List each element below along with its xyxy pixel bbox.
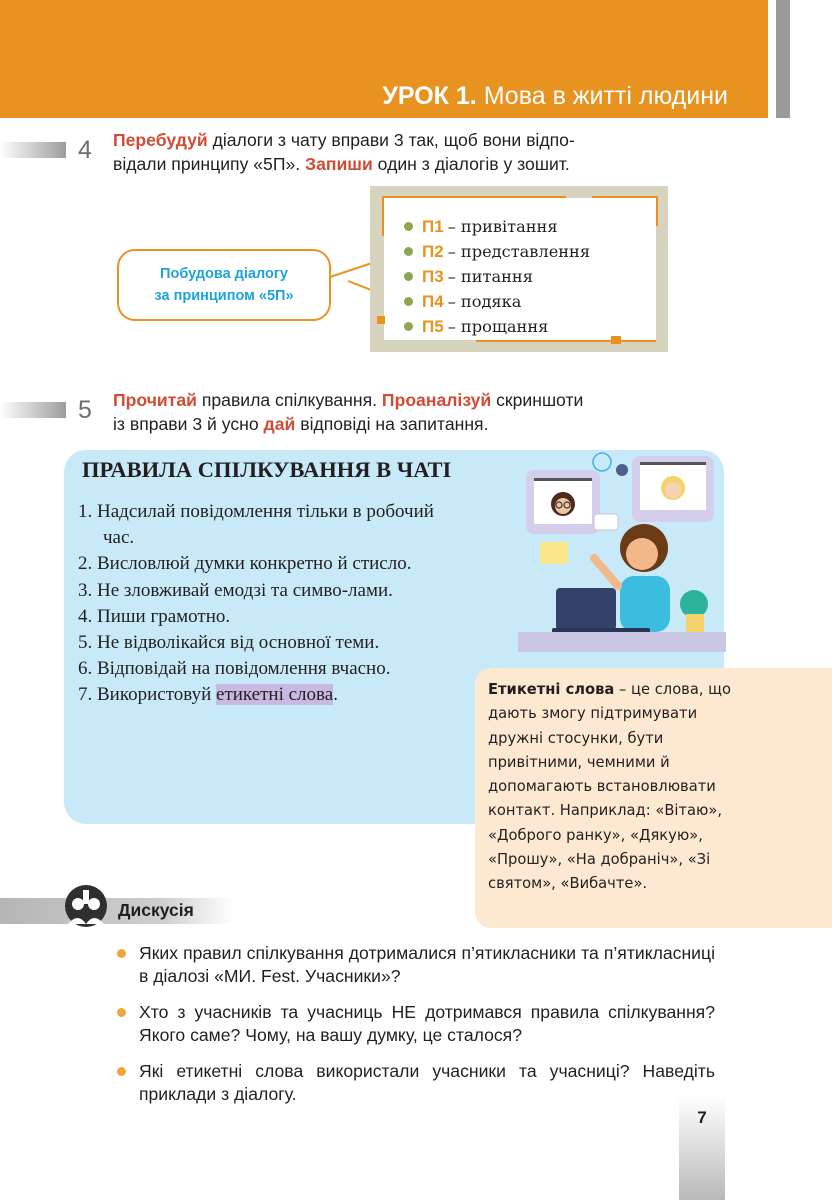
board-accent-line bbox=[476, 340, 656, 342]
discussion-people-icon bbox=[64, 884, 108, 932]
verb: Запиши bbox=[305, 154, 373, 174]
exercise-4-line-2 bbox=[113, 152, 683, 176]
header-stripe bbox=[776, 0, 790, 118]
verb: Проаналізуй bbox=[381, 390, 492, 410]
exercise-5-text bbox=[113, 388, 683, 436]
fivep-code: П3 bbox=[422, 266, 444, 286]
chat-rules-list bbox=[78, 499, 468, 709]
lesson-label: УРОК 1. bbox=[382, 82, 477, 110]
fivep-code: П5 bbox=[422, 316, 444, 336]
rule-text: 7. Використовуй bbox=[78, 684, 217, 706]
verb: Прочитай bbox=[113, 390, 197, 410]
fivep-item bbox=[404, 289, 590, 314]
bullet-icon bbox=[404, 222, 413, 231]
exercise-4-text bbox=[113, 128, 683, 176]
chat-illustration bbox=[506, 452, 726, 652]
plant-icon bbox=[680, 590, 708, 632]
text: відали принципу «5П». bbox=[113, 154, 306, 174]
page-number: 7 bbox=[697, 1108, 707, 1127]
fivep-text: – представлення bbox=[447, 242, 591, 261]
chat-bubble-icon bbox=[593, 453, 611, 471]
fivep-label-line-1: Побудова діалогу bbox=[160, 266, 288, 282]
fivep-text: – привітання bbox=[447, 217, 558, 236]
board-accent-line bbox=[377, 316, 385, 324]
rule-item bbox=[78, 682, 468, 708]
verb: Перебудуй bbox=[113, 130, 208, 150]
fivep-code: П1 bbox=[422, 216, 444, 236]
board-accent-line bbox=[592, 196, 658, 198]
text: із вправи 3 й усно bbox=[113, 414, 264, 434]
board-accent-line bbox=[611, 336, 621, 344]
rule-item: 5. Не відволікайся від основної теми. bbox=[78, 632, 380, 654]
discussion-bar bbox=[0, 898, 234, 924]
exercise-4-number: 4 bbox=[78, 136, 92, 164]
bullet-icon bbox=[404, 247, 413, 256]
chat-rules-title: ПРАВИЛА СПІЛКУВАННЯ В ЧАТІ bbox=[82, 457, 452, 482]
text: скриншоти bbox=[491, 390, 584, 410]
desk bbox=[518, 632, 726, 652]
chat-bubble-icon bbox=[616, 464, 628, 476]
lesson-heading bbox=[382, 82, 728, 111]
bullet-icon bbox=[404, 322, 413, 331]
text: діалоги з чату вправи 3 так, щоб вони відпо- bbox=[207, 130, 575, 150]
board-accent-line bbox=[382, 196, 566, 198]
fivep-item bbox=[404, 239, 590, 264]
fivep-list bbox=[404, 214, 590, 339]
rule-item: 2. Висловлюй думки конкретно й стисло. bbox=[78, 553, 412, 575]
fivep-label-line-2: за принципом «5П» bbox=[154, 288, 294, 304]
bullet-icon bbox=[404, 297, 413, 306]
fivep-item bbox=[404, 314, 590, 339]
lesson-title: Мова в житті людини bbox=[483, 82, 728, 110]
text: один з діалогів у зошит. bbox=[372, 154, 570, 174]
video-call-window-right bbox=[632, 456, 714, 522]
etiquette-term: Етикетні слова bbox=[488, 681, 615, 698]
fivep-item bbox=[404, 214, 590, 239]
etiquette-words-highlight: етикетні слова bbox=[216, 684, 334, 706]
fivep-item bbox=[404, 264, 590, 289]
discussion-question: Яких правил спілкування дотрималися п’ятикласники та п’ятикласниці в діалозі «МИ. Fest. Учасники»? bbox=[139, 943, 715, 986]
text: правила спілкування. bbox=[196, 390, 382, 410]
fivep-text: – питання bbox=[447, 267, 533, 286]
board-accent-line bbox=[656, 196, 658, 226]
rule-item: 4. Пиши грамотно. bbox=[78, 605, 231, 627]
rule-item: 1. Надсилай повідомлення тільки в робочий час. bbox=[78, 501, 434, 549]
exercise-5-line-2 bbox=[113, 412, 683, 436]
exercise-5-number: 5 bbox=[78, 396, 92, 424]
board-accent-line bbox=[382, 196, 384, 236]
message-icon bbox=[540, 542, 568, 564]
fivep-code: П2 bbox=[422, 241, 444, 261]
message-icon bbox=[594, 514, 618, 530]
exercise-5-bar bbox=[0, 402, 66, 418]
discussion-question: Які етикетні слова використали учасники та учасниці? Наведіть приклади з діалогу. bbox=[139, 1061, 715, 1104]
etiquette-note-text bbox=[488, 678, 750, 897]
exercise-4-line-1 bbox=[113, 128, 683, 152]
exercise-5-line-1 bbox=[113, 388, 683, 412]
rule-item: 3. Не зловживай емодзі та симво-лами. bbox=[78, 579, 393, 601]
discussion-question: Хто з учасників та учасниць НЕ дотримався правила спілкування? Якого саме? Чому, на вашу думку, це сталося? bbox=[139, 1002, 715, 1045]
bullet-icon bbox=[404, 272, 413, 281]
video-call-window-left bbox=[526, 470, 600, 534]
fivep-label-bubble bbox=[117, 249, 331, 321]
discussion-title: Дискусія bbox=[118, 900, 194, 920]
etiquette-definition: – це слова, що дають змогу підтримувати дружні стосунки, бути привітними, чемними й допомагають встановлювати контакт. Наприклад: «Вітаю», «Доброго ранку», «Дякую», «Прошу», «На добраніч», «Зі святом», «Вибачте». bbox=[488, 681, 731, 893]
discussion-list bbox=[139, 942, 715, 1119]
fivep-text: – подяка bbox=[447, 292, 522, 311]
rule-item: 6. Відповідай на повідомлення вчасно. bbox=[78, 658, 391, 680]
text: відповіді на запитання. bbox=[295, 414, 489, 434]
exercise-4-bar bbox=[0, 142, 66, 158]
verb: дай bbox=[263, 414, 296, 434]
fivep-text: – прощання bbox=[447, 317, 549, 336]
rule-text: . bbox=[333, 684, 338, 706]
fivep-code: П4 bbox=[422, 291, 444, 311]
